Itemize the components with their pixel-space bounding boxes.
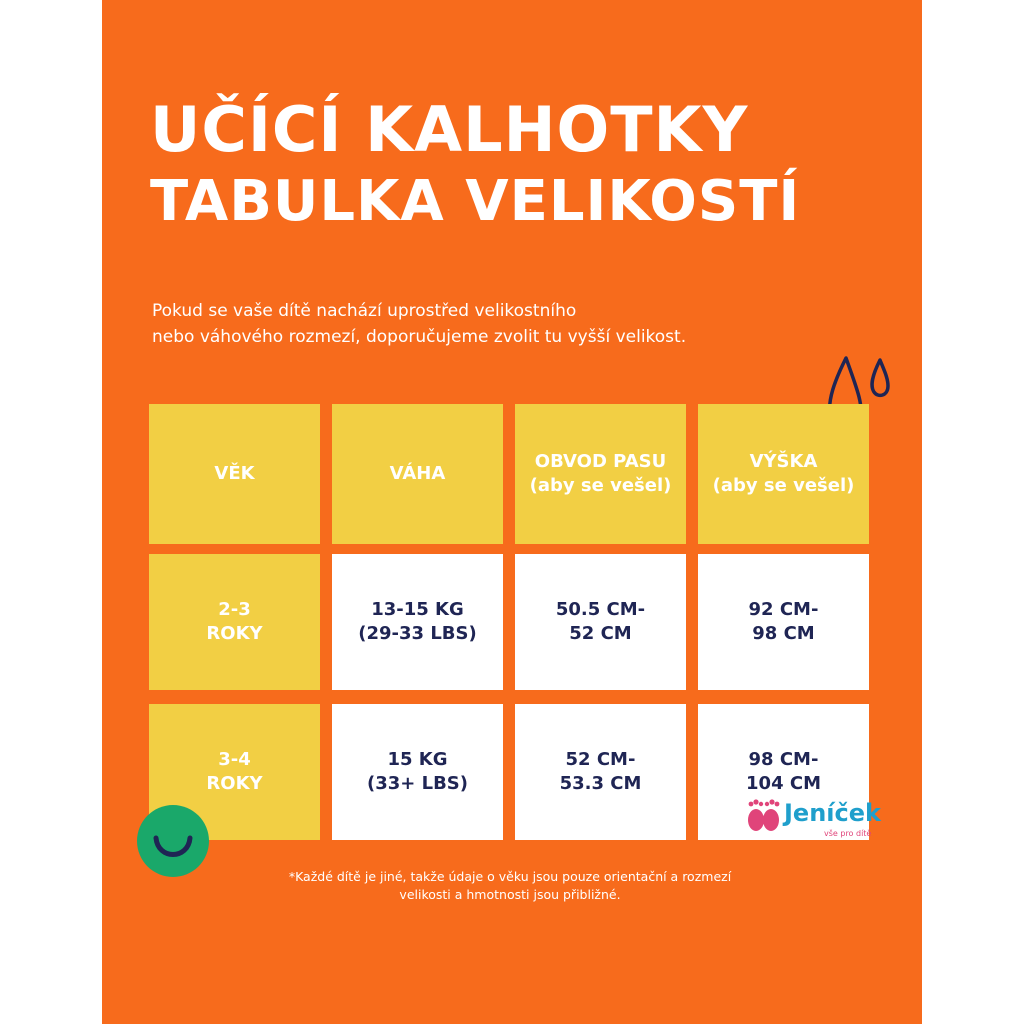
table-cell: 13-15 KG (29-33 LBS): [332, 554, 503, 690]
title-line-2: TABULKA VELIKOSTÍ: [150, 169, 801, 234]
table-header-cell: OBVOD PASU (aby se vešel): [515, 404, 686, 544]
table-cell: 52 CM- 53.3 CM: [515, 704, 686, 840]
intro-text: Pokud se vaše dítě nachází uprostřed velikostního nebo váhového rozmezí, doporučujeme zvolit tu vyšší velikost.: [152, 301, 687, 347]
age-cell: 2-3 ROKY: [149, 554, 320, 690]
table-header-cell: VÁHA: [332, 404, 503, 544]
table-header-cell: VĚK: [149, 404, 320, 544]
footnote: *Každé dítě je jiné, takže údaje o věku jsou pouze orientační a rozmezí velikosti a hmotnosti jsou přibližné.: [288, 869, 732, 902]
logo-tagline: vše pro dítě: [824, 829, 872, 838]
baby-feet-icon: [744, 798, 782, 834]
table-cell: 98 CM- 104 CM: [698, 704, 869, 840]
age-cell: 3-4 ROKY: [149, 704, 320, 840]
table-cell: 15 KG (33+ LBS): [332, 704, 503, 840]
table-cell: 92 CM- 98 CM: [698, 554, 869, 690]
logo-name: Jeníček: [784, 799, 881, 827]
smile-badge-icon: [136, 804, 210, 878]
table-cell: 50.5 CM- 52 CM: [515, 554, 686, 690]
table-header-cell: VÝŠKA (aby se vešel): [698, 404, 869, 544]
jenicek-logo: [744, 796, 904, 846]
page-title: [150, 93, 910, 234]
title-line-1: UČÍCÍ KALHOTKY: [150, 93, 749, 166]
